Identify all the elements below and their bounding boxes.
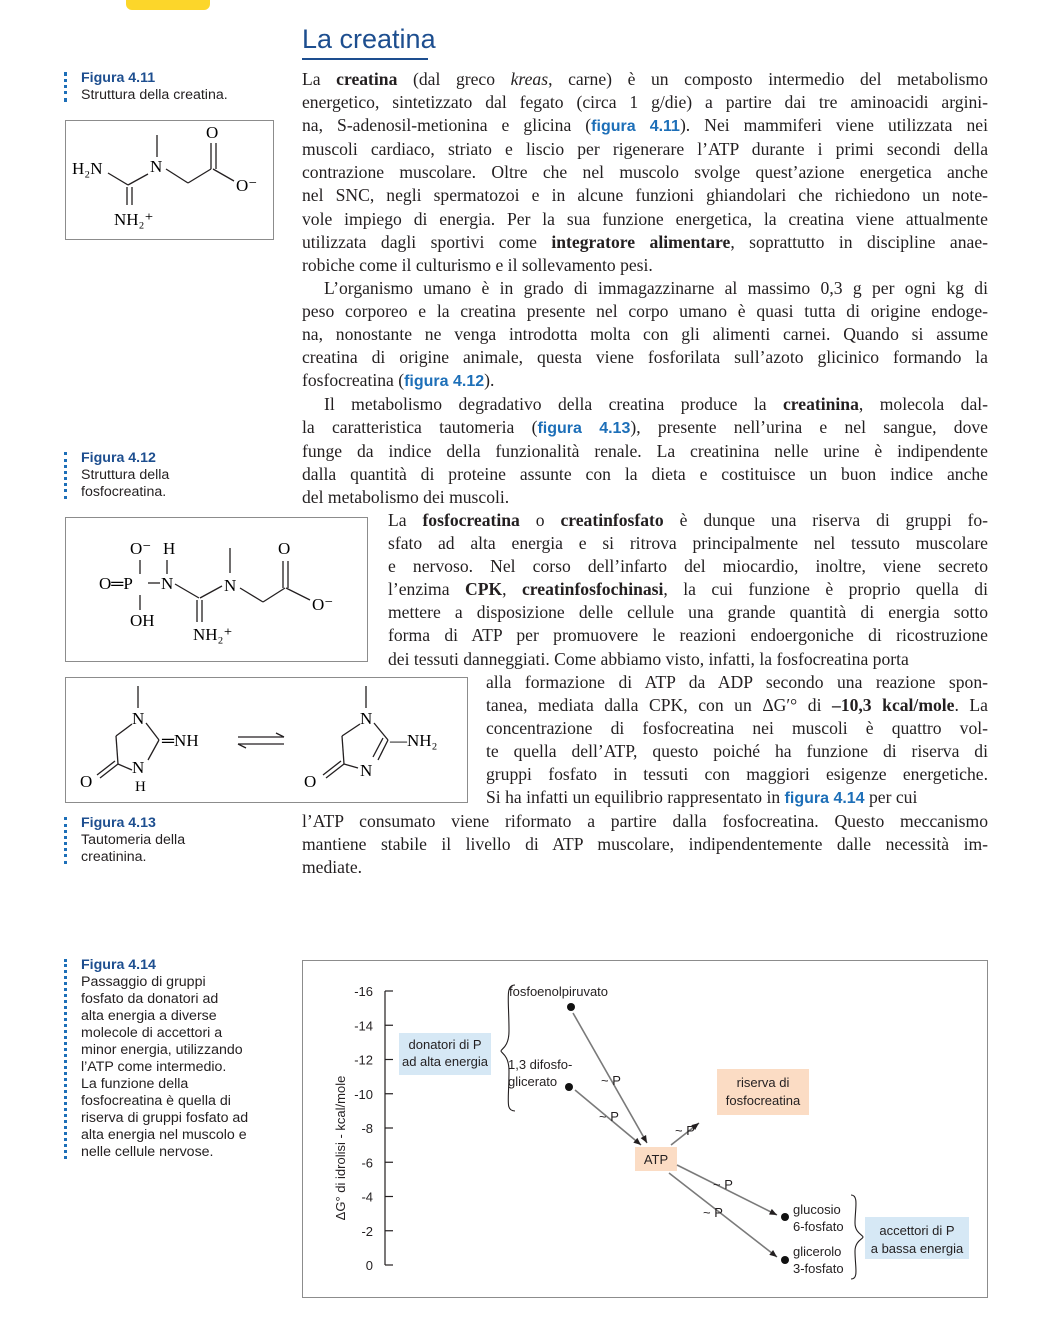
title-underline: [302, 58, 428, 60]
text-run: Si ha infatti un equilibrio rappresentato in: [486, 787, 785, 808]
paragraph-creatinine: [302, 393, 988, 509]
text-run: , molecola dal-: [858, 394, 988, 414]
text-line: [486, 671, 988, 694]
text-run: dalla quantità di proteine assunte con la dieta e costituisce un buon indice anche: [302, 464, 988, 485]
caption-text-line: fosfocreatina è quella di: [81, 1093, 231, 1109]
atom-o: O: [278, 539, 291, 558]
y-axis-label: ΔG° di idrolisi - kcal/mole: [333, 1075, 348, 1221]
y-tick-label: -10: [354, 1086, 373, 1102]
group-nh2-plus: NH₂⁺: [114, 210, 154, 229]
reserve-label-text: riserva di: [736, 1075, 790, 1090]
caption-text-line: nelle cellule nervose.: [81, 1144, 214, 1160]
text-line: [302, 114, 988, 138]
text-run: L’organismo umano è in grado di immagazzinarne al massimo 0,3 g per ogni kg di: [324, 278, 988, 298]
text-run: kreas: [510, 69, 549, 89]
text-line: [302, 91, 988, 114]
text-line: [302, 231, 988, 254]
text-line: [302, 346, 988, 369]
caption-label: Figura 4.11: [81, 70, 156, 86]
figure-4-13-creatinine-tautomers: [65, 677, 468, 803]
point-label-glicerolo-3-fosfato: glicerolo: [793, 1244, 842, 1259]
text-run: . La: [954, 695, 988, 716]
caption-text-line: riserva di gruppi fosfato ad: [81, 1110, 249, 1126]
paragraph-storage: [302, 277, 988, 393]
y-tick-label: -2: [361, 1223, 373, 1239]
caption-text-line: creatinina.: [81, 849, 147, 865]
text-line: [302, 138, 988, 161]
text-run: La: [388, 510, 423, 530]
text-run: te quella dell’ATP, questo poiché ha funzione di riserva di: [486, 741, 988, 762]
text-run: , soprattutto in discipline anae-: [730, 231, 988, 252]
figure-reference[interactable]: figura 4.11: [591, 118, 680, 136]
caption-text: Struttura della creatina.: [81, 87, 228, 103]
figure-4-14-energy-diagram: [302, 960, 988, 1298]
caption-label: Figura 4.12: [81, 450, 156, 466]
point-label-glicerolo-3-fosfato: 3-fosfato: [793, 1261, 844, 1276]
text-run: CPK: [465, 579, 503, 600]
caption-text-line: fosfocreatina.: [81, 484, 167, 500]
text-line: [302, 486, 988, 509]
y-tick-label: -4: [361, 1189, 373, 1205]
text-line: [388, 578, 988, 601]
text-line: [388, 509, 988, 532]
caption-text-line: Struttura della: [81, 467, 170, 483]
caption-text-line: alta energia nel muscolo e: [81, 1127, 247, 1143]
caption-dots: [64, 452, 67, 499]
atom-n-ring-bottom: N: [360, 761, 373, 780]
atom-o: O: [206, 123, 219, 142]
atom-o-minus-p: O⁻: [130, 539, 152, 558]
caption-text-line: l’ATP come intermedio.: [81, 1059, 227, 1075]
dot-glucosio-6-fosfato: [781, 1213, 789, 1221]
phosphate-transfer-label: ~ P: [599, 1109, 619, 1124]
phosphate-transfer-label: ~ P: [675, 1123, 695, 1138]
text-line: [302, 810, 988, 833]
y-tick-label: 0: [365, 1258, 373, 1273]
atp-label: ATP: [643, 1152, 669, 1167]
atom-n-ring-bottom: N: [132, 758, 145, 777]
atom-o-carbonyl: O: [304, 772, 317, 791]
text-run: creatinfosfochinasi: [522, 579, 664, 600]
text-run: creatina: [336, 69, 398, 89]
caption-text: [81, 974, 248, 1161]
text-run: , la cui funzione è proprio quella di: [663, 579, 988, 600]
phosphate-transfer-label: ~ P: [703, 1205, 723, 1220]
text-run: dei tessuti danneggiati. Come abbiamo visto, infatti, la fosfocreatina porta: [388, 648, 909, 669]
text-run: contrazione muscolare. Oltre che nel muscolo svolge quest’azione energetica anche: [302, 162, 988, 183]
text-run: na, nonostante ne venga introdotta molta con gli alimenti carnei. Quando si assume: [302, 324, 988, 345]
caption-label: Figura 4.14: [81, 957, 156, 973]
point-label-glucosio-6-fosfato: 6-fosfato: [793, 1219, 844, 1234]
point-label-difosfoglicerato: glicerato: [508, 1074, 558, 1089]
text-run: l’enzima: [388, 579, 465, 600]
text-run: utilizzata dagli sportivi come: [302, 231, 552, 252]
text-line: [302, 440, 988, 463]
text-run: del metabolismo dei muscoli.: [302, 487, 510, 508]
text-run: creatinfosfato: [560, 510, 664, 530]
caption-text-line: alta energia a diverse: [81, 1008, 217, 1024]
text-line: [388, 648, 988, 671]
text-run: Il metabolismo degradativo della creatina produce la: [324, 394, 783, 414]
group-nh2-plus: NH₂⁺: [193, 625, 233, 644]
group-oh: OH: [130, 611, 155, 630]
atom-o-minus: O⁻: [312, 595, 334, 614]
text-line: [302, 277, 988, 300]
page-title: La creatina: [302, 24, 436, 54]
caption-figure-4-12: [64, 450, 169, 501]
group-amine: —NH₂: [390, 731, 438, 750]
caption-text-line: Tautomeria della: [81, 832, 186, 848]
y-tick-label: -16: [354, 984, 373, 999]
text-line: [302, 184, 988, 207]
text-run: è dunque una riserva di gruppi fo-: [663, 510, 988, 530]
text-run: vole impiego di energia. Per la sua funzione energetica, la creatina viene attualmente: [302, 208, 988, 229]
text-run: fosfocreatina (: [302, 370, 405, 391]
point-label-glucosio-6-fosfato: glucosio: [793, 1202, 841, 1217]
caption-figure-4-11: [64, 70, 228, 104]
text-run: muscoli cardiaco, striato e liscio per rigenerare l’ATP durante i primi secondi della: [302, 139, 988, 160]
text-line: [486, 786, 988, 810]
text-run: (dal greco: [397, 69, 511, 89]
dot-fosfoenolpiruvato: [567, 1003, 575, 1011]
text-run: integratore alimentare: [551, 231, 731, 252]
text-run: fosfocreatina: [422, 510, 520, 530]
text-line: [302, 254, 988, 277]
text-run: peso corporeo e la creatina presente nel corpo umano è quasi tutta di origine endoge-: [302, 301, 988, 322]
figure-4-11-creatine-structure: [65, 120, 274, 240]
text-line: [486, 763, 988, 786]
text-line: [302, 208, 988, 231]
text-run: ), presente nell’urina e nel sangue, dove: [630, 417, 988, 438]
text-line: [302, 463, 988, 486]
text-line: [302, 393, 988, 416]
text-line: [486, 717, 988, 740]
text-run: sfato ad alta energia e si ritrova principalmente nel tessuto muscolare: [388, 533, 988, 554]
text-run: tanea, mediata dalla CPK, con un ΔG′° di: [486, 695, 833, 716]
atom-h-ring: H: [135, 779, 146, 795]
y-tick-label: -8: [361, 1121, 373, 1136]
text-run: e nervoso. Nel corso dell’infarto del miocardio, inoltre, viene secreto: [388, 556, 988, 577]
atom-n-1: N: [161, 574, 174, 593]
y-tick-label: -6: [361, 1155, 373, 1171]
figure-reference[interactable]: figura 4.13: [537, 420, 631, 438]
donors-brace: [501, 985, 515, 1111]
figure-reference[interactable]: figura 4.12: [404, 373, 485, 391]
y-tick-label: -12: [354, 1052, 373, 1068]
paragraph-phosphocreatine-b: [486, 671, 988, 811]
text-line: [388, 532, 988, 555]
text-line: [302, 369, 988, 393]
text-line: [302, 161, 988, 184]
text-run: mantiene stabile il livello di ATP muscolare, indipendentemente dalle necessità im-: [302, 834, 988, 855]
text-line: [302, 300, 988, 323]
caption-dots: [64, 959, 67, 1159]
text-run: forma di ATP per promuovere le reazioni endoergoniche di ricostruzione: [388, 625, 988, 646]
text-run: La: [302, 69, 337, 89]
text-line: [302, 856, 988, 879]
caption-label: Figura 4.13: [81, 815, 156, 831]
dot-difosfoglicerato: [565, 1083, 573, 1091]
point-label-fosfoenolpiruvato: fosfoenolpiruvato: [509, 984, 609, 999]
paragraph-creatine-intro: [302, 68, 988, 277]
text-line: [388, 555, 988, 578]
group-o-eq-p: O═P: [99, 574, 133, 593]
text-run: l’ATP consumato viene riformato a partire dalla fosfocreatina. Questo meccanismo: [302, 811, 988, 831]
dot-glicerolo-3-fosfato: [781, 1256, 789, 1264]
reserve-label-text: fosfocreatina: [725, 1093, 801, 1108]
caption-text-line: minor energia, utilizzando: [81, 1042, 243, 1058]
caption-figure-4-14: [64, 957, 248, 1161]
text-run: ). Nei mammiferi viene utilizzata nei: [679, 115, 988, 136]
text-line: [388, 601, 988, 624]
text-run: nel SNC, negli spermatozoi e in alcune funzioni ghiandolari che richiedono un note-: [302, 185, 988, 206]
donors-label-text: ad alta energia: [401, 1054, 489, 1069]
atom-n-ring-top: N: [360, 709, 373, 728]
figure-reference[interactable]: figura 4.14: [784, 790, 865, 808]
text-run: alla formazione di ATP da ADP secondo una reazione spon-: [486, 672, 988, 692]
group-imine: ═NH: [162, 731, 199, 750]
text-run: funge da indice della funzionalità renale. La creatinina nelle urine è indipendente: [302, 441, 988, 462]
atom-n-2: N: [224, 576, 237, 595]
text-line: [302, 416, 988, 440]
text-run: gruppi fosfato in tessuti con maggiori esigenze energetiche.: [486, 764, 988, 785]
text-run: per cui: [864, 787, 918, 808]
text-run: creatinina: [782, 394, 859, 414]
atom-n: N: [150, 157, 163, 176]
caption-text-line: La funzione della: [81, 1076, 189, 1092]
text-line: [486, 694, 988, 717]
text-run: na, S-adenosil-metionina e glicina (: [302, 115, 592, 136]
atom-n-ring-top: N: [132, 709, 145, 728]
text-run: robiche come il culturismo e il sollevamento pesi.: [302, 254, 653, 275]
atom-h2n: H₂N: [72, 159, 103, 178]
text-run: creatina di origine animale, questa viene fosforilata sull’azoto glicinico formando la: [302, 347, 988, 368]
acceptors-label-text: accettori di P: [879, 1223, 955, 1238]
chapter-tab: [126, 0, 210, 10]
text-run: concentrazione di fosfocreatina nei muscoli è quattro vol-: [486, 718, 988, 739]
caption-text-line: Passaggio di gruppi: [81, 974, 206, 990]
caption-figure-4-13: [64, 815, 185, 866]
text-run: mediate.: [302, 857, 363, 878]
caption-dots: [64, 72, 67, 102]
phosphate-transfer-label: ~ P: [713, 1177, 733, 1192]
text-line: [302, 68, 988, 91]
atom-h: H: [163, 539, 176, 558]
caption-dots: [64, 817, 67, 864]
text-line: [486, 740, 988, 763]
donors-label-text: donatori di P: [408, 1037, 482, 1052]
y-tick-label: -14: [354, 1018, 373, 1034]
acceptors-brace: [851, 1195, 863, 1279]
text-run: ,: [502, 579, 522, 600]
text-run: la caratteristica tautomeria (: [302, 417, 538, 438]
text-run: mettere a disposizione delle cellule una grande quantità di energia sotto: [388, 602, 988, 623]
caption-text-line: molecole di accettori a: [81, 1025, 223, 1041]
phosphate-transfer-label: ~ P: [601, 1073, 621, 1088]
text-run: , carne) è un composto intermedio del metabolismo: [548, 69, 988, 89]
paragraph-phosphocreatine-a: [388, 509, 988, 671]
text-run: o: [519, 510, 561, 530]
text-run: ).: [484, 370, 495, 391]
text-run: energetico, sintetizzato dal fegato (circa 1 g/die) a partire dai tre aminoacidi argini-: [302, 92, 988, 113]
point-label-difosfoglicerato: 1,3 difosfo-: [508, 1057, 573, 1072]
text-run: –10,3 kcal/mole: [832, 695, 955, 716]
atom-o-carbonyl: O: [80, 772, 93, 791]
text-line: [302, 323, 988, 346]
caption-text-line: fosfato da donatori ad: [81, 991, 219, 1007]
acceptors-label-text: a bassa energia: [870, 1241, 964, 1256]
atom-o-minus: O⁻: [236, 176, 258, 195]
paragraph-phosphocreatine-c: [302, 810, 988, 879]
text-line: [388, 624, 988, 647]
figure-4-12-phosphocreatine-structure: [65, 517, 368, 662]
text-line: [302, 833, 988, 856]
